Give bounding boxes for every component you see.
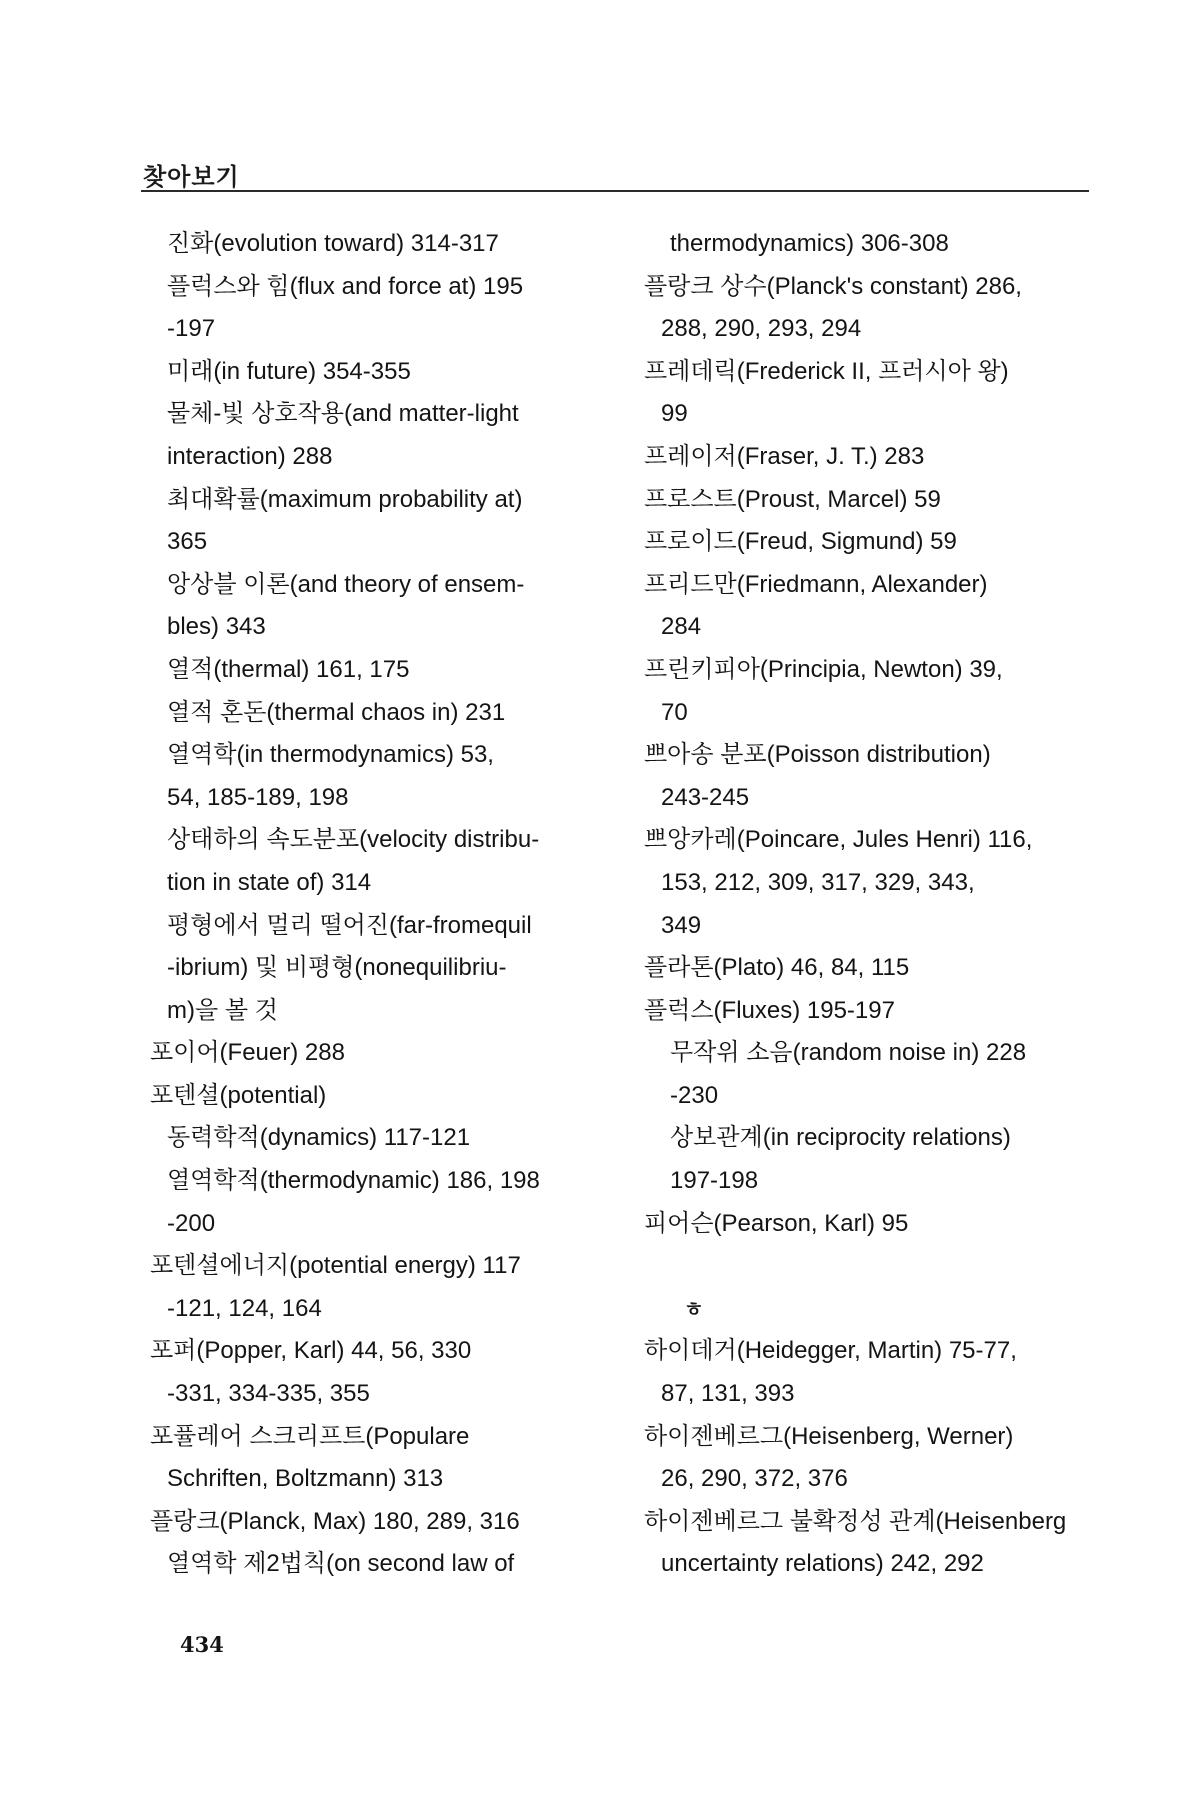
- index-entry: 프레데릭(Frederick II, 프러시아 왕): [644, 357, 1009, 385]
- index-subentry: 앙상블 이론(and theory of ensem-: [167, 570, 525, 598]
- index-subentry: 동력학적(dynamics) 117-121: [167, 1124, 471, 1152]
- index-entry: 포퍼(Popper, Karl) 44, 56, 330: [150, 1337, 472, 1365]
- index-entry: 프로이드(Freud, Sigmund) 59: [644, 528, 957, 556]
- index-subentry: 26, 290, 372, 376: [661, 1465, 848, 1493]
- index-entry: 프레이저(Fraser, J. T.) 283: [644, 442, 925, 470]
- index-entry: 플랑크(Planck, Max) 180, 289, 316: [150, 1507, 520, 1535]
- index-entry: 하이데거(Heidegger, Martin) 75-77,: [644, 1337, 1017, 1365]
- index-subentry: 열역학적(thermodynamic) 186, 198: [167, 1167, 540, 1195]
- index-subentry: 열적 혼돈(thermal chaos in) 231: [167, 698, 506, 726]
- index-subentry: bles) 343: [167, 613, 266, 641]
- index-subentry: thermodynamics) 306-308: [670, 230, 949, 257]
- index-subentry: 99: [661, 400, 688, 428]
- index-entry: 플라톤(Plato) 46, 84, 115: [644, 954, 910, 982]
- index-subentry: 288, 290, 293, 294: [661, 315, 862, 343]
- index-subentry: -230: [670, 1081, 719, 1109]
- index-entry: 하이젠베르그(Heisenberg, Werner): [644, 1422, 1014, 1450]
- index-subentry: 70: [661, 698, 688, 726]
- index-subentry: 54, 185-189, 198: [167, 783, 349, 811]
- index-entry: 쁘앙카레(Poincare, Jules Henri) 116,: [644, 826, 1033, 854]
- index-subentry: 상보관계(in reciprocity relations): [670, 1124, 1011, 1152]
- index-subentry: 진화(evolution toward) 314-317: [167, 230, 499, 257]
- index-subentry: 열적(thermal) 161, 175: [167, 655, 410, 683]
- index-subentry: -197: [167, 315, 216, 343]
- index-subentry: 무작위 소음(random noise in) 228: [670, 1039, 1027, 1067]
- index-subentry: 미래(in future) 354-355: [167, 357, 411, 385]
- index-subentry: 최대확률(maximum probability at): [167, 485, 523, 513]
- index-entry: 포텐셜에너지(potential energy) 117: [150, 1252, 521, 1280]
- index-subentry: 평형에서 멀리 떨어진(far-fromequil: [167, 911, 532, 939]
- index-column-right: [644, 223, 1114, 1586]
- index-subentry: Schriften, Boltzmann) 313: [167, 1465, 444, 1493]
- index-subentry: -200: [167, 1209, 216, 1237]
- index-entry: 프로스트(Proust, Marcel) 59: [644, 485, 941, 513]
- page-number: 434: [180, 1632, 224, 1657]
- index-subentry: uncertainty relations) 242, 292: [661, 1550, 984, 1578]
- index-subentry: m)을 볼 것: [167, 996, 278, 1024]
- index-entry: 포퓰레어 스크리프트(Populare: [150, 1422, 470, 1450]
- index-subentry: 243-245: [661, 783, 750, 811]
- index-subentry: 87, 131, 393: [661, 1380, 795, 1408]
- index-entry: 플랑크 상수(Planck's constant) 286,: [644, 272, 1022, 300]
- header-divider: [141, 190, 1089, 192]
- index-entry: 쁘아송 분포(Poisson distribution): [644, 741, 991, 769]
- index-subentry: 284: [661, 613, 702, 641]
- index-entry: 포텐셜(potential): [150, 1081, 327, 1109]
- index-subentry: 197-198: [670, 1167, 759, 1195]
- blank-line: [644, 1245, 1114, 1288]
- index-subentry: -121, 124, 164: [167, 1294, 322, 1322]
- index-entry: 하이젠베르그 불확정성 관계(Heisenberg: [644, 1507, 1067, 1535]
- index-subentry: 열역학 제2법칙(on second law of: [167, 1550, 515, 1578]
- index-subentry: 153, 212, 309, 317, 329, 343,: [661, 868, 975, 896]
- index-section-letter: ㅎ: [684, 1296, 704, 1321]
- index-entry: 플럭스(Fluxes) 195-197: [644, 996, 895, 1024]
- index-entry: 프린키피아(Principia, Newton) 39,: [644, 655, 1003, 683]
- index-subentry: interaction) 288: [167, 442, 333, 470]
- index-subentry: 349: [661, 911, 702, 939]
- index-subentry: 365: [167, 528, 208, 556]
- index-entry: 포이어(Feuer) 288: [150, 1039, 345, 1067]
- index-entry: 프리드만(Friedmann, Alexander): [644, 570, 988, 598]
- index-subentry: 상태하의 속도분포(velocity distribu-: [167, 826, 540, 854]
- index-subentry: -331, 334-335, 355: [167, 1380, 370, 1408]
- index-subentry: 열역학(in thermodynamics) 53,: [167, 741, 494, 769]
- index-entry: 피어슨(Pearson, Karl) 95: [644, 1209, 909, 1237]
- index-subentry: -ibrium) 및 비평형(nonequilibriu-: [167, 954, 507, 982]
- page-header-title: 찾아보기: [143, 163, 240, 191]
- index-subentry: tion in state of) 314: [167, 868, 372, 896]
- index-subentry: 플럭스와 힘(flux and force at) 195: [167, 272, 524, 300]
- index-subentry: 물체-빛 상호작용(and matter-light: [167, 400, 519, 428]
- index-column-left: [150, 223, 620, 1586]
